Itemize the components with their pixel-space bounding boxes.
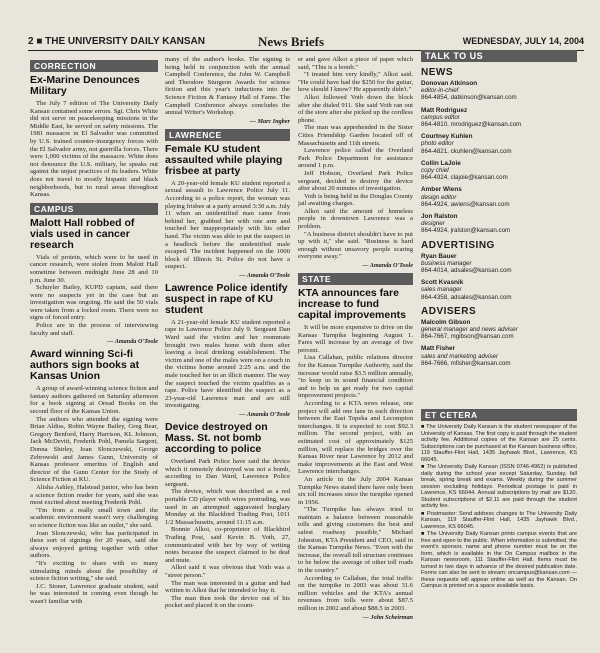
byline: — Marc Ingber (249, 117, 290, 125)
staff-role: editor-in-chief (421, 87, 459, 95)
staff-column (421, 46, 577, 372)
paragraph: Alkoi said the amount of homeless people in downtown Lawrence was a problem. (298, 207, 413, 231)
column-3 (298, 56, 413, 625)
staff-contact: 864-4924, clajoie@kansan.com (421, 174, 508, 182)
staff-name: Amber Wiens (421, 186, 462, 194)
story-body (298, 56, 413, 261)
staff-contact: 864-7666, mfisher@kansan.com (421, 359, 511, 367)
paragraph: ■ The University Daily Kansan prints campus events that are free and open to the public. When information is submitted, the event's sponsor, name and phone number must be on the form, which is available in the On Campus mailbox in the Kansan newsroom, 111 Stauffer-Flint Hall. Items must be turned in two days in advance of the desired publication date. Forms can also be sent to stream: oncampus@kansan.com — these requests will appear online as well as the Kansan. On Campus is printed on a space available basis. (421, 531, 577, 589)
byline: — Amanda O'Toole (362, 262, 413, 270)
byline: — John Scheirman (362, 613, 413, 621)
staff-name: Collin LaJoie (421, 159, 461, 167)
staff-name: Courtney Kuhlen (421, 133, 473, 141)
section-title: News Briefs (258, 34, 325, 49)
paragraph: A 20-year-old female KU student reported a sexual assault to Lawrence Police July 11. According to a police report, the woman was playing frisbee at a party around 3:30 a.m. July 11 when an unidentified man came from behind her, grabbed her with one arm and touched her inappropriately with his other hand. The victim was able to put the suspect in a headlock before the unidentified male escaped. The incident happened on the 1000 block of Illinois St. Police do not have a suspect. (165, 179, 290, 271)
et-cetera-label: ET CETERA (421, 409, 577, 421)
staff-name: Malcolm Gibson (421, 318, 471, 326)
paragraph: Vials of protein, which were to be used in cancer research, were stolen from Malott Hall sometime between midnight June 28 and 10 p.m. June 30. (30, 253, 158, 284)
staff-name: Matt Rodriguez (421, 106, 468, 114)
staff-entry (421, 253, 577, 275)
paragraph: Overland Park Police have said the device which it remotely destroyed was not a bomb, according to Dan Ward, Lawrence Police sergeant. (165, 458, 290, 488)
staff-entry (421, 107, 577, 129)
staff-entry (421, 319, 577, 341)
paragraph: According to Callahan, the total traffic on the turnpike in 2003 was about 31.6 million vehicles and the KTA's annual revenues from tolls were about $87.5 million in 2002 and about $88.5 in 2003. (298, 574, 413, 612)
paragraph: Lawrence police called the Overland Park Police Department for assistance around 1 p.m. (298, 147, 413, 170)
staff-role: sales manager (421, 286, 462, 294)
paragraph: A 21-year-old female KU student reported a rape to Lawrence Police July 9. Sergeant Dan Ward said the victim and her roommate brought two males home with them after leaving a local drinking establishment. The victim and one of the males were on a couch in the victims home around 2:25 a.m. and the male touched her in an illicit manner. The way the suspect touched the victim qualifies as a rape. Police have identified the suspect as a 23-year-old Lawrence man and are still investigating. (165, 318, 290, 410)
paragraph: An article in the July 2004 Kansas Turnpike News stated there have only been six toll increases since the turnpike opened in 1956. (298, 475, 413, 506)
staff-contact: 864-4821, ckuhlen@kansan.com (421, 147, 512, 155)
story-body (30, 385, 158, 605)
staff-name: Donovan Atkinson (421, 80, 478, 87)
correction-label: CORRECTION (30, 60, 158, 72)
talk-to-us-label: TALK TO US (421, 50, 577, 62)
paragraph: "I'm from a really small town and the academic environment wasn't very challenging so science fiction was like an outlet," she said. (30, 506, 158, 529)
staff-contact: 864-4854, datkinson@kansan.com (421, 94, 517, 102)
news-staff-list (421, 80, 577, 235)
paragraph: "I treated him very kindly," Alkoi said. "He could have had the $250 for the guitar, how should I know? He apparently didn't." (298, 71, 413, 94)
story-body (165, 180, 290, 271)
story-body (165, 319, 290, 410)
advisers-list (421, 319, 577, 367)
story-body (165, 56, 290, 117)
page-info: 2 ■ THE UNIVERSITY DAILY KANSAN (28, 36, 206, 47)
byline: — Amanda O'Toole (239, 271, 290, 279)
staff-entry (421, 80, 577, 102)
staff-contact: 864-4014, adsales@kansan.com (421, 267, 512, 275)
story-body (298, 324, 413, 613)
paragraph: many of the author's books. The signing is being held in conjunction with the annual Campbell Conference, the John W. Campbell and Theodore Sturgeon Awards for science fiction and this year's inductions into the Science Fiction & Fantasy Hall of Fame. The Campbell Conference always concludes the annual Writer's Workshop. (165, 56, 290, 117)
staff-name: Ryan Bauer (421, 252, 457, 260)
staff-role: photo editor (421, 140, 454, 148)
story-headline: Ex-Marine Denounces Military (30, 74, 140, 97)
paragraph: Bonnie Alkoi, co-proprietor of Blackbird Trading Post, said Kevin B. Voth, 27, communicated with her by way of writing notes because the suspect claimed to be deaf and mute. (165, 526, 290, 564)
paragraph: Alkoi said it was obvious that Voth was a "street person." (165, 564, 290, 579)
staff-role: general manager and news adviser (421, 326, 518, 334)
paragraph: The man was apprehended in the Sister Cities Friendship Garden located off of Massachusetts and 11th streets. (298, 124, 413, 147)
ad-staff-list (421, 253, 577, 301)
staff-role: copy chief (421, 167, 449, 175)
staff-entry (421, 186, 577, 208)
column-1 (30, 56, 158, 605)
paragraph: Police are in the process of interviewing faculty and staff. (30, 322, 158, 337)
paragraph: ■ Postmaster: Send address changes to The University Daily Kansan, 119 Stauffer-Flint Hall, 1435 Jayhawk Blvd., Lawrence, KS 66045. (421, 510, 577, 530)
staff-role: designer (421, 220, 445, 228)
staff-entry (421, 213, 577, 235)
paragraph: "The Turnpike has always tried to maintain a balance between reasonable tolls and giving customers the best and safest roadway possible," Michael Johnston, KTA President and CEO, said in the Kansas Turnpike News. "Even with the increase, the overall toll structure continues to be below the average of other toll roads in the country." (298, 506, 413, 575)
story-headline: Device destroyed on Mass. St. not bomb according to police (165, 421, 268, 455)
news-heading: NEWS (421, 67, 453, 78)
paragraph: Jeff Hobson, Overland Park Police sergeant, decided to destroy the device after about 20 minutes of investigation. (298, 169, 413, 193)
staff-contact: 864-7667, mgibson@kansan.com (421, 333, 514, 341)
staff-role: sales and marketing adviser (421, 352, 499, 360)
paragraph: Voth is being held in the Douglas County jail awaiting charges. (298, 192, 413, 208)
paragraph: "It's exciting to share with so many stimulating minds about the possibility of science fiction writing," she said. (30, 559, 158, 583)
state-label: STATE (298, 273, 413, 285)
staff-role: business manager (421, 259, 472, 267)
paragraph: A group of award-winning science fiction and fantasy authors gathered on Saturday afternoon for a book signing at Oread Books on the second floor of the Kansas Union. (30, 385, 158, 416)
staff-entry (421, 345, 577, 367)
paragraph: The July 7 edition of The University Daily Kansan contained some errors. Sgt. Chris White did not serve on peacekeeping missions in the Middle East, he served on safety missions. The 1981 massacre in El Salvador was committed by U.S. trained counter-insurgency forces with the El Salvador army, not guerrilla forces. There were 1,000 victims of the massacre. White does not denounce the U.S. military, he speaks out against the unjust practices of its leaders. White does not travel to mostly hispanic and black neighborhoods, but to rural areas throughout Kansas. (30, 100, 158, 199)
paragraph: Schuyler Bailey, KUPD captain, said there were no suspects yet in the case but an investigation was ongoing. He said the 50 vials were taken from a locked room. There were no signs of forced entry. (30, 284, 158, 322)
paragraph: "A business district shouldn't have to put up with it," she said. "Business is hard enough without unsavory people scaring everyone away." (298, 230, 413, 261)
story-body (30, 254, 158, 338)
byline: — Amanda O'Toole (239, 411, 290, 418)
paragraph: Lisa Callahan, public relations director for the Kansas Turnpike Authority, said the increase would raise $3.5 million annually, "to keep us in sound financial condition and to help us get ready for two capital improvement projects." (298, 354, 413, 400)
paragraph: ■ The University Daily Kansan is the student newspaper of the University of Kansas. The first copy is paid through the student activity fee. Additional copies of the Kansan are 25 cents. Subscriptions can be purchased at the Kansan business office, 119 Stauffer-Flint Hall, 1435 Jayhawk Blvd., Lawrence, KS 66045. (421, 424, 577, 463)
staff-entry (421, 279, 577, 301)
paragraph: The man was interested in a guitar and had written to Alkoi that he intended to buy it. (165, 579, 290, 595)
paragraph: Alisha Ashley, Halstead junior, who has been a science fiction reader for years, said she was most excited about meeting Frederik Pohl. (30, 483, 158, 507)
staff-entry (421, 133, 577, 155)
paragraph: The device, which was described as a red portable CD player with wires protruding, was used in an attempted aggravated burglary Monday at the Blackbird Trading Post, 1011 1/2 Massachusetts, around 11:15 a.m. (165, 488, 290, 526)
paragraph: It will be more expensive to drive on the Kansas Turnpike beginning August 1. Fares will increase by an average of five percent. (298, 324, 413, 354)
advisers-heading: ADVISERS (421, 305, 477, 317)
staff-name: Scott Kvasnik (421, 279, 464, 287)
paragraph: Alkoi followed Voth down the block after she dialed 911. She said Voth ran out of the store after she picked up the cordless phone. (298, 93, 413, 124)
paragraph: According to a KTA news release, one project will add one lane in each direction between the East Topeka and Lecompton interchanges. It is expected to cost $92.3 million. The second project, with an estimated cost of approximately $125 million, will replace the bridges over the Kansas River near Lawrence by 2012 and make improvements at the East and West Lawrence interchanges. (298, 399, 413, 476)
campus-label: CAMPUS (30, 203, 158, 215)
story-headline: Female KU student assaulted while playing frisbee at party (165, 142, 283, 177)
paragraph: The man then took the device out of his pocket and placed it on the count- (165, 594, 290, 610)
byline: — Amanda O'Toole (107, 338, 158, 346)
story-headline: KTA announces fare increase to fund capital improvements (298, 287, 406, 322)
story-body (30, 100, 158, 199)
story-headline: Lawrence Police identify suspect in rape of KU student (165, 281, 288, 316)
story-body (165, 458, 290, 610)
staff-role: design editor (421, 193, 457, 201)
staff-name: Jon Ralston (421, 213, 458, 221)
et-cetera-body (421, 424, 577, 590)
story-headline: Malott Hall robbed of vials used in cancer research (30, 216, 135, 251)
advertising-heading: ADVERTISING (421, 239, 495, 251)
staff-contact: 864-4924, jralston@kansan.com (421, 227, 511, 235)
paragraph: er and gave Alkoi a piece of paper which said, "This is a bomb." (298, 56, 413, 71)
lawrence-label: LAWRENCE (165, 129, 290, 141)
paragraph: J.C. Stoner, Lawrence graduate student, said he was interested in coming even though he wasn't familiar with (30, 582, 158, 605)
staff-role: campus editor (421, 113, 460, 121)
staff-contact: 864-4924, awiens@kansan.com (421, 200, 510, 208)
paragraph: The authors who attended the signing were Brian Aldiss, Robin Wayne Bailey, Greg Bear, Gregory Benford, Harry Harrison, KL Johnson, Jack McDevitt, Frederik Pohl, Pamela Sargent, Donna Shirley, Joan Slonczewski, George Zebrowski and James Gunn, University of Kansas professor emeritus of English and director of the Gunn Center for the Study of Science Fiction at KU. (30, 415, 158, 484)
staff-entry (421, 160, 577, 182)
staff-name: Matt Fisher (421, 345, 456, 353)
column-2 (165, 56, 290, 610)
story-headline: Award winning Sci-fi authors sign books at Kansas Union (30, 348, 140, 383)
issue-date: WEDNESDAY, JULY 14, 2004 (462, 36, 584, 46)
staff-contact: 864-4810, mrodriguez@kansan.com (421, 121, 522, 129)
staff-contact: 864-4358, adsales@kansan.com (421, 293, 512, 301)
paragraph: ■ The University Daily Kansan (ISSN 0746-4962) is published daily during the school year except Saturday, Sunday, fall break, spring break and exams. Weekly during the summer session excluding holidays. Periodical postage is paid in Lawrence, KS 66044. Annual subscriptions by mail are $120. Student subscriptions of $2.11 are paid through the student activity fee. (421, 464, 577, 509)
paragraph: Joan Slonczewski, who has participated in these sort of signings for 20 years, said she always enjoyed getting together with other authors. (30, 529, 158, 560)
et-cetera-box (421, 405, 577, 653)
